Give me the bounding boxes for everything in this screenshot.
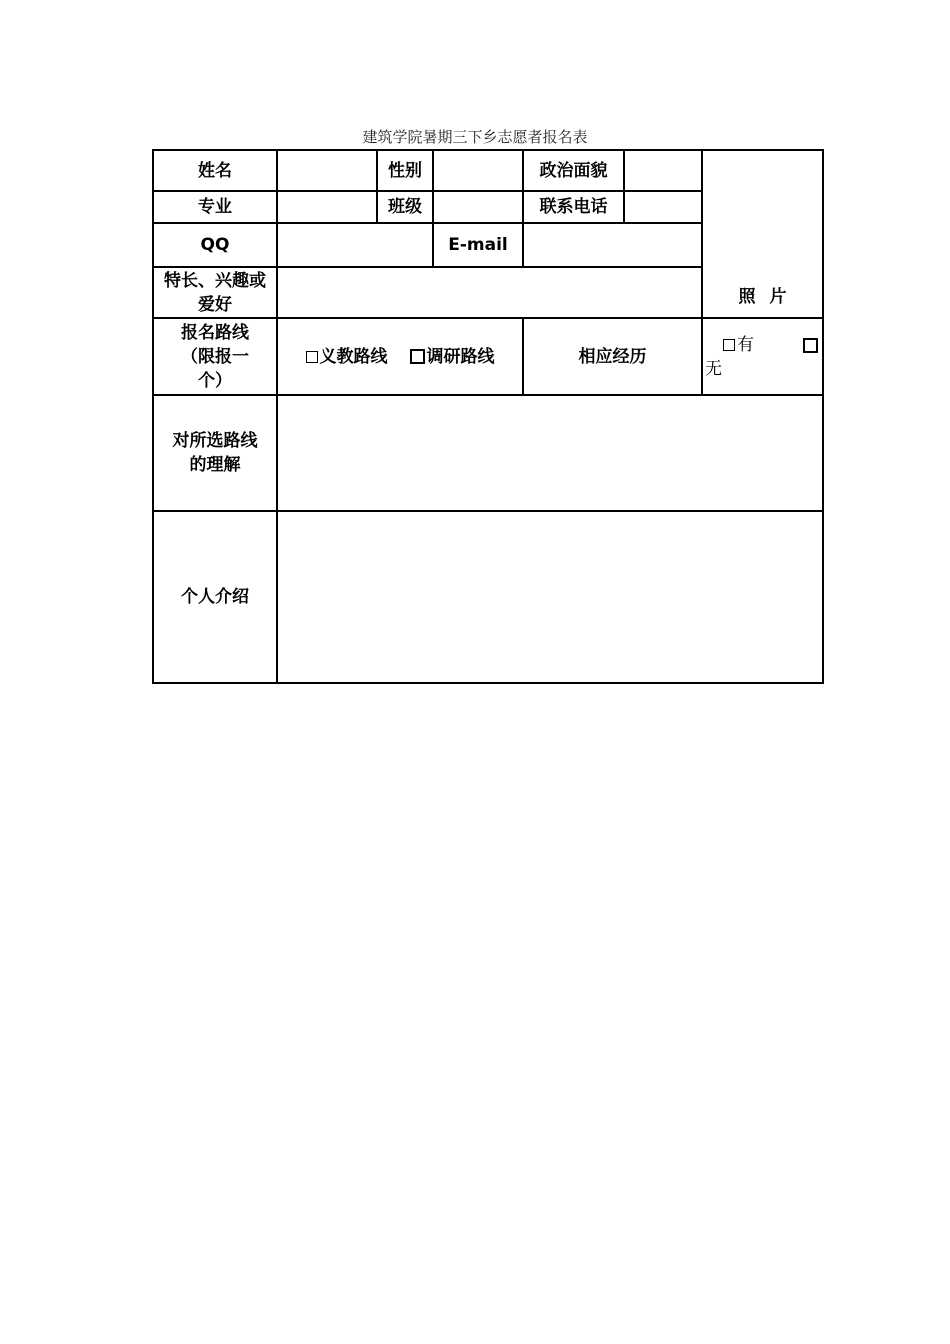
page-title: 建筑学院暑期三下乡志愿者报名表 <box>362 128 588 146</box>
name-label: 姓名 <box>153 150 277 191</box>
route-label <box>153 318 277 395</box>
route-label-line-2: （限报一 <box>181 346 249 367</box>
route-understanding-label-line-2: 的理解 <box>189 455 241 475</box>
class-input[interactable] <box>433 191 523 223</box>
route-option-research-label: 调研路线 <box>426 346 495 367</box>
hobbies-input[interactable] <box>277 267 702 318</box>
route-options-cell <box>277 318 523 395</box>
registration-form-table <box>152 149 824 684</box>
hobbies-label: 特长、兴趣或爱好 <box>153 267 277 318</box>
gender-input[interactable] <box>433 150 523 191</box>
political-status-label: 政治面貌 <box>523 150 624 191</box>
political-status-input[interactable] <box>624 150 702 191</box>
checkbox-icon[interactable] <box>723 339 735 351</box>
route-label-line-1: 报名路线 <box>181 322 249 343</box>
experience-options-row <box>703 333 822 357</box>
route-understanding-input[interactable] <box>277 395 823 511</box>
route-option-teaching[interactable] <box>306 345 388 369</box>
email-input[interactable] <box>523 223 702 267</box>
route-label-line-3: 个） <box>198 370 232 391</box>
route-options <box>280 345 520 369</box>
qq-input[interactable] <box>277 223 433 267</box>
class-label: 班级 <box>377 191 433 223</box>
self-intro-label: 个人介绍 <box>153 511 277 683</box>
experience-option-yes-label: 有 <box>737 335 754 355</box>
row-self-intro <box>153 511 823 683</box>
qq-label: QQ <box>153 223 277 267</box>
row-name <box>153 150 823 191</box>
checkbox-icon[interactable] <box>410 349 425 364</box>
experience-option-no-label: 无 <box>705 359 722 379</box>
self-intro-input[interactable] <box>277 511 823 683</box>
photo-label: 照片 <box>738 287 801 307</box>
route-understanding-label <box>153 395 277 511</box>
checkbox-icon[interactable] <box>803 338 818 353</box>
row-route-understanding <box>153 395 823 511</box>
row-route <box>153 318 823 395</box>
name-input[interactable] <box>277 150 377 191</box>
experience-option-yes[interactable] <box>723 333 754 357</box>
checkbox-icon[interactable] <box>306 351 318 363</box>
gender-label: 性别 <box>377 150 433 191</box>
phone-input[interactable] <box>624 191 702 223</box>
photo-area[interactable] <box>702 150 823 318</box>
experience-options <box>702 318 823 395</box>
email-label: E-mail <box>433 223 523 267</box>
route-option-teaching-label: 义教路线 <box>319 346 388 367</box>
phone-label: 联系电话 <box>523 191 624 223</box>
route-understanding-label-line-1: 对所选路线 <box>172 431 258 451</box>
route-option-research[interactable] <box>410 345 495 369</box>
experience-label: 相应经历 <box>523 318 702 395</box>
major-input[interactable] <box>277 191 377 223</box>
major-label: 专业 <box>153 191 277 223</box>
